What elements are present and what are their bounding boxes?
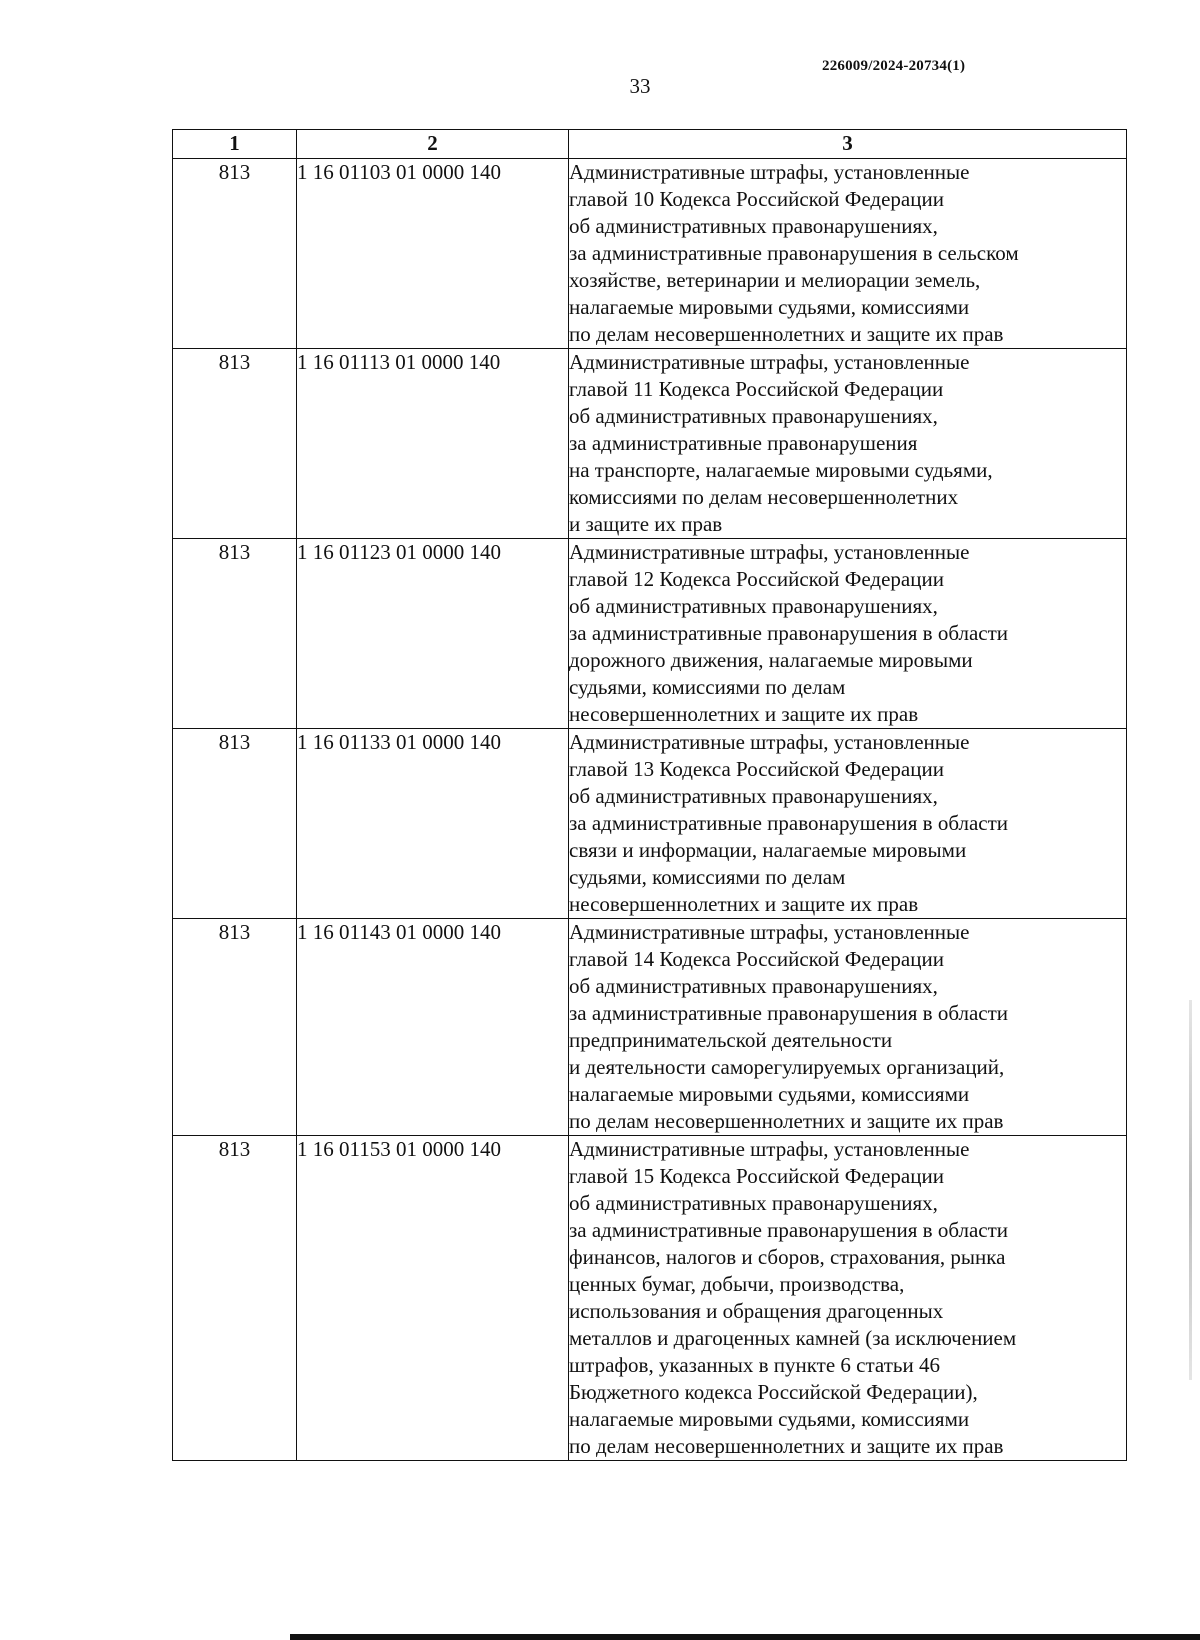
- revenue-name-line: несовершеннолетних и защите их прав: [569, 892, 919, 916]
- column-header-2: 2: [297, 130, 569, 159]
- revenue-name-line: комиссиями по делам несовершеннолетних: [569, 485, 959, 509]
- column-header-1: 1: [173, 130, 297, 159]
- column-header-3: 3: [569, 130, 1127, 159]
- revenue-name-line: Административные штрафы, установленные: [569, 920, 970, 944]
- revenue-name-cell: [569, 919, 1127, 1136]
- scan-side-edge-mark: [1189, 1000, 1192, 1380]
- revenue-name-line: использования и обращения драгоценных: [569, 1299, 944, 1323]
- revenue-name-line: на транспорте, налагаемые мировыми судьями,: [569, 458, 993, 482]
- revenue-name-line: судьями, комиссиями по делам: [569, 675, 846, 699]
- revenue-name-line: главой 10 Кодекса Российской Федерации: [569, 187, 944, 211]
- revenue-name-line: за административные правонарушения в области: [569, 1001, 1009, 1025]
- revenue-name-cell: [569, 349, 1127, 539]
- revenue-name-line: связи и информации, налагаемые мировыми: [569, 838, 967, 862]
- revenue-name-line: предпринимательской деятельности: [569, 1028, 893, 1052]
- revenue-name-line: налагаемые мировыми судьями, комиссиями: [569, 1082, 970, 1106]
- revenue-name-line: Административные штрафы, установленные: [569, 730, 970, 754]
- revenue-name-line: штрафов, указанных в пункте 6 статьи 46: [569, 1353, 940, 1377]
- table-header: [173, 130, 1127, 159]
- revenue-name-line: за административные правонарушения в сельском: [569, 241, 1019, 265]
- table-row: [173, 349, 1127, 539]
- budget-code-cell: 1 16 01103 01 0000 140: [297, 159, 569, 349]
- revenue-name-line: главой 12 Кодекса Российской Федерации: [569, 567, 944, 591]
- revenue-name-line: главой 13 Кодекса Российской Федерации: [569, 757, 944, 781]
- budget-code-cell: 1 16 01143 01 0000 140: [297, 919, 569, 1136]
- revenue-name-line: налагаемые мировыми судьями, комиссиями: [569, 295, 970, 319]
- table-row: [173, 159, 1127, 349]
- revenue-name-line: об административных правонарушениях,: [569, 214, 938, 238]
- revenue-name-line: по делам несовершеннолетних и защите их прав: [569, 322, 1004, 346]
- revenue-name-line: по делам несовершеннолетних и защите их прав: [569, 1109, 1004, 1133]
- revenue-name-line: и защите их прав: [569, 512, 723, 536]
- page-number: 33: [629, 74, 651, 98]
- revenue-name-line: дорожного движения, налагаемые мировыми: [569, 648, 973, 672]
- revenue-name-line: по делам несовершеннолетних и защите их прав: [569, 1434, 1004, 1458]
- table-row: [173, 729, 1127, 919]
- table-row: [173, 919, 1127, 1136]
- admin-code-cell: 813: [173, 1136, 297, 1461]
- revenue-name-line: хозяйстве, ветеринарии и мелиорации земель,: [569, 268, 981, 292]
- revenue-name-line: об административных правонарушениях,: [569, 784, 938, 808]
- revenue-name-line: за административные правонарушения в области: [569, 1218, 1009, 1242]
- revenue-name-line: об административных правонарушениях,: [569, 1191, 938, 1215]
- admin-code-cell: 813: [173, 919, 297, 1136]
- table-body: [173, 159, 1127, 1461]
- revenue-name-line: и деятельности саморегулируемых организаций,: [569, 1055, 1005, 1079]
- revenue-name-line: за административные правонарушения в области: [569, 811, 1009, 835]
- revenue-name-line: несовершеннолетних и защите их прав: [569, 702, 919, 726]
- revenue-name-cell: [569, 159, 1127, 349]
- revenue-name-line: Административные штрафы, установленные: [569, 350, 970, 374]
- budget-code-cell: 1 16 01123 01 0000 140: [297, 539, 569, 729]
- scan-bottom-edge: [290, 1634, 1200, 1640]
- revenue-name-line: за административные правонарушения в области: [569, 621, 1009, 645]
- revenue-name-line: об административных правонарушениях,: [569, 974, 938, 998]
- admin-code-cell: 813: [173, 159, 297, 349]
- revenue-name-cell: [569, 729, 1127, 919]
- revenue-name-line: Административные штрафы, установленные: [569, 540, 970, 564]
- table-row: [173, 1136, 1127, 1461]
- revenue-name-line: налагаемые мировыми судьями, комиссиями: [569, 1407, 970, 1431]
- revenue-name-line: за административные правонарушения: [569, 431, 918, 455]
- revenue-name-cell: [569, 539, 1127, 729]
- revenue-name-line: финансов, налогов и сборов, страхования, рынка: [569, 1245, 1006, 1269]
- revenue-name-line: судьями, комиссиями по делам: [569, 865, 846, 889]
- table-header-row: [173, 130, 1127, 159]
- revenue-name-line: Бюджетного кодекса Российской Федерации),: [569, 1380, 978, 1404]
- revenue-name-line: ценных бумаг, добычи, производства,: [569, 1272, 905, 1296]
- revenue-name-line: главой 11 Кодекса Российской Федерации: [569, 377, 944, 401]
- revenue-name-line: главой 14 Кодекса Российской Федерации: [569, 947, 944, 971]
- budget-code-cell: 1 16 01133 01 0000 140: [297, 729, 569, 919]
- revenue-name-line: об административных правонарушениях,: [569, 594, 938, 618]
- revenue-name-line: об административных правонарушениях,: [569, 404, 938, 428]
- budget-codes-table: [172, 129, 1127, 1461]
- document-registration-number: 226009/2024-20734(1): [822, 58, 966, 74]
- revenue-name-line: Административные штрафы, установленные: [569, 160, 970, 184]
- table-row: [173, 539, 1127, 729]
- admin-code-cell: 813: [173, 539, 297, 729]
- admin-code-cell: 813: [173, 729, 297, 919]
- budget-code-cell: 1 16 01153 01 0000 140: [297, 1136, 569, 1461]
- revenue-name-cell: [569, 1136, 1127, 1461]
- admin-code-cell: 813: [173, 349, 297, 539]
- budget-code-cell: 1 16 01113 01 0000 140: [297, 349, 569, 539]
- revenue-name-line: металлов и драгоценных камней (за исключением: [569, 1326, 1017, 1350]
- revenue-name-line: Административные штрафы, установленные: [569, 1137, 970, 1161]
- revenue-name-line: главой 15 Кодекса Российской Федерации: [569, 1164, 944, 1188]
